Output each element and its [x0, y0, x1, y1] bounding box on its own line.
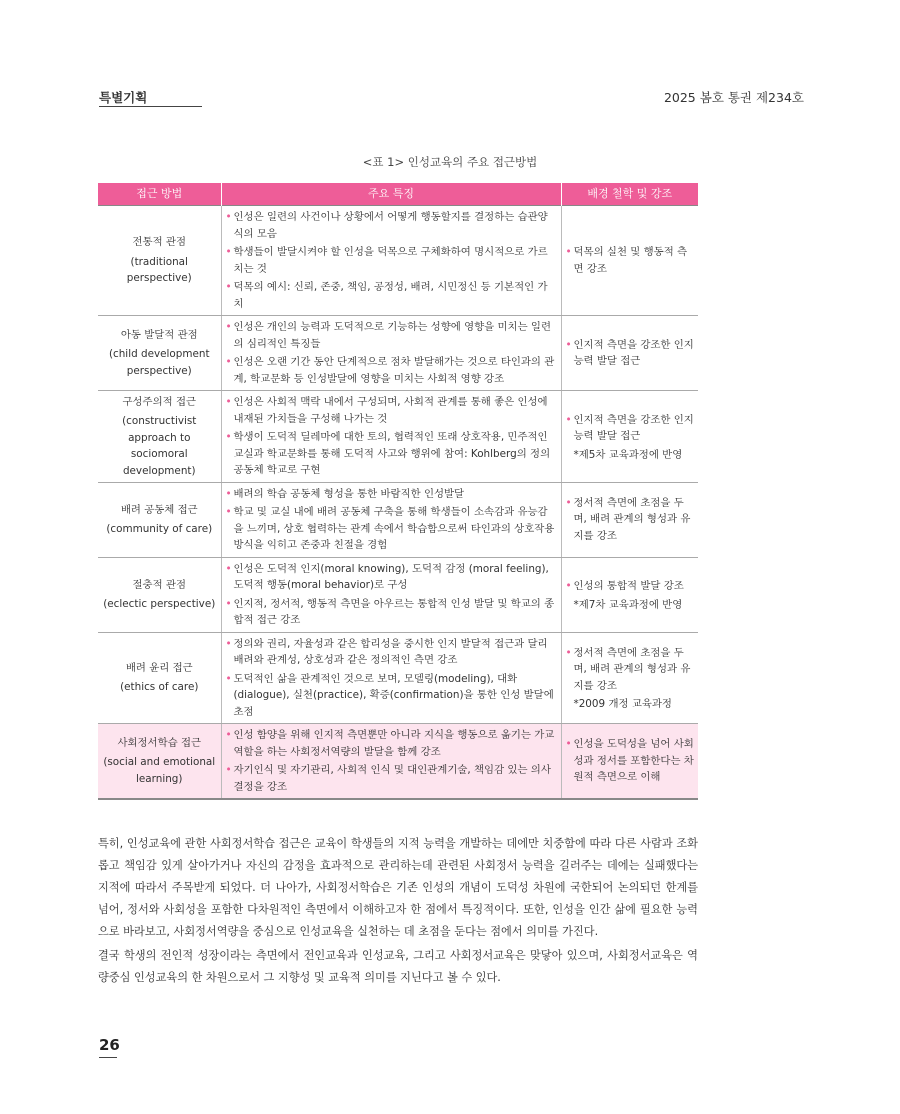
approach-cell: [98, 391, 221, 483]
approach-name: 구성주의적 접근: [122, 395, 197, 408]
emphasis-list: [566, 412, 695, 445]
feature-item: • 자기인식 및 자기관리, 사회적 인식 및 대인관계기술, 책임감 있는 의사결정을 강조: [226, 762, 557, 795]
emphasis-item: • 덕목의 실천 및 행동적 측면 강조: [566, 244, 695, 277]
feature-item: • 정의와 권리, 자율성과 같은 합리성을 중시한 인지 발달적 접근과 달리 배려와 관계성, 상호성과 같은 정의적인 측면 강조: [226, 636, 557, 669]
emphasis-cell: [561, 482, 698, 557]
approach-name: 절충적 관점: [132, 578, 186, 591]
section-underline: [99, 106, 202, 107]
emphasis-item: • 인성의 통합적 발달 강조: [566, 578, 695, 595]
features-cell: [221, 206, 561, 316]
page-number: 26: [99, 1036, 120, 1054]
emphasis-list: [566, 337, 695, 370]
features-cell: [221, 724, 561, 800]
features-list: [226, 394, 557, 479]
approach-name: 전통적 관점: [132, 236, 186, 249]
feature-item: • 인지적, 정서적, 행동적 측면을 아우르는 통합적 인성 발달 및 학교의 종합적 접근 강조: [226, 596, 557, 629]
feature-item: • 인성은 개인의 능력과 도덕적으로 기능하는 성향에 영향을 미치는 일련의 심리적인 특징들: [226, 319, 557, 352]
approach-cell: [98, 206, 221, 316]
table-header-row: [98, 183, 698, 206]
approach-english-name: (social and emotional learning): [103, 756, 216, 785]
table-row: [98, 557, 698, 632]
feature-item: • 인성은 사회적 맥락 내에서 구성되며, 사회적 관계를 통해 좋은 인성에 내재된 가치들을 구성해 나가는 것: [226, 394, 557, 427]
body-paragraph-1: 특히, 인성교육에 관한 사회정서학습 접근은 교육이 학생들의 지적 능력을 개발하는 데에만 치중함에 따라 다른 사람과 조화롭고 책임감 있게 살아가거나 자신의 감정을 효과적으로 관리하는데 관련된 사회정서 능력을 길러주는 데에는 실패했다는 지적에 따라서 주목받게 되었다. 더 나아가, 사회정서학습은 기존 인성의 개념이 도덕성 차원에 국한되어 논의되던 한계를 넘어, 정서와 사회성을 포함한 다차원적인 측면에서 이해하고자 한 점에서 특징적이다. 또한, 인성을 인간 삶에 필요한 능력으로 바라보고, 사회정서역량을 중심으로 인성교육을 실천하는 데 초점을 둔다는 점에서 의미를 가진다.: [98, 837, 698, 938]
col-header-features: 주요 특징: [221, 183, 561, 206]
approach-cell: [98, 316, 221, 391]
features-cell: [221, 391, 561, 483]
approach-name: 배려 공동체 접근: [120, 503, 198, 516]
approach-english-name: (traditional perspective): [126, 255, 192, 285]
feature-item: • 도덕적인 삶을 관계적인 것으로 보며, 모델링(modeling), 대화(dialogue), 실천(practice), 확증(confirmation)을 통한 인성 발달에 초점: [226, 671, 557, 721]
emphasis-item: • 인지적 측면을 강조한 인지능력 발달 접근: [566, 337, 695, 370]
features-list: [226, 636, 557, 721]
features-cell: [221, 482, 561, 557]
table-row: [98, 632, 698, 724]
features-list: [226, 561, 557, 629]
section-label: 특별기획: [99, 90, 148, 105]
page-number-underline: [99, 1057, 117, 1058]
emphasis-cell: [561, 391, 698, 483]
features-list: [226, 319, 557, 387]
emphasis-list: [566, 578, 695, 595]
approach-english-name: (constructivist approach to sociomoral development): [122, 415, 197, 477]
feature-item: • 학교 및 교실 내에 배려 공동체 구축을 통해 학생들이 소속감과 유능감을 느끼며, 상호 협력하는 관계 속에서 학습함으로써 타인과의 상호작용 방식을 익히고 존중과 친절을 경험: [226, 504, 557, 554]
table-row: [98, 482, 698, 557]
col-header-emphasis: 배경 철학 및 강조: [561, 183, 698, 206]
emphasis-cell: [561, 206, 698, 316]
approach-english-name: (community of care): [106, 523, 213, 535]
approach-english-name: (ethics of care): [120, 681, 199, 694]
approach-english-name: (child development perspective): [108, 348, 210, 377]
feature-item: • 인성은 도덕적 인지(moral knowing), 도덕적 감정 (moral feeling), 도덕적 행동(moral behavior)로 구성: [226, 561, 557, 594]
emphasis-item: • 인성을 도덕성을 넘어 사회성과 정서를 포함한다는 차원적 측면으로 이해: [566, 736, 695, 786]
approach-cell: [98, 724, 221, 800]
emphasis-cell: [561, 316, 698, 391]
feature-item: • 덕목의 예시: 신뢰, 존중, 책임, 공정성, 배려, 시민정신 등 기본적인 가치: [226, 279, 557, 312]
features-list: [226, 727, 557, 795]
emphasis-cell: [561, 632, 698, 724]
emphasis-list: [566, 244, 695, 277]
features-cell: [221, 632, 561, 724]
emphasis-list: [566, 645, 695, 695]
curriculum-note: *2009 개정 교육과정: [573, 698, 672, 711]
approach-cell: [98, 557, 221, 632]
table-row: [98, 724, 698, 800]
table-caption: <표 1> 인성교육의 주요 접근방법: [362, 155, 538, 169]
table-row: [98, 316, 698, 391]
emphasis-list: [566, 736, 695, 786]
approach-name: 사회정서학습 접근: [117, 736, 202, 749]
features-cell: [221, 316, 561, 391]
emphasis-cell: [561, 724, 698, 800]
feature-item: • 인성 함양을 위해 인지적 측면뿐만 아니라 지식을 행동으로 옮기는 가교역할을 하는 사회정서역량의 발달을 함께 강조: [226, 727, 557, 760]
emphasis-cell: [561, 557, 698, 632]
approaches-table: [98, 183, 698, 800]
feature-item: • 학생이 도덕적 딜레마에 대한 토의, 협력적인 또래 상호작용, 민주적인 교실과 학교문화를 통해 도덕적 사고와 행위에 참여: Kohlberg의 정의 공동체 학교로 구현: [226, 429, 557, 479]
feature-item: • 배려의 학습 공동체 형성을 통한 바람직한 인성발달: [226, 486, 557, 503]
feature-item: • 학생들이 발달시켜야 할 인성을 덕목으로 구체화하여 명시적으로 가르치는 것: [226, 244, 557, 277]
emphasis-item: • 정서적 측면에 초점을 두며, 배려 관계의 형성과 유지를 강조: [566, 645, 695, 695]
curriculum-note: *제5차 교육과정에 반영: [573, 448, 683, 461]
approach-name: 아동 발달적 관점: [120, 328, 198, 341]
curriculum-note: *제7차 교육과정에 반영: [573, 598, 683, 611]
emphasis-item: • 정서적 측면에 초점을 두며, 배려 관계의 형성과 유지를 강조: [566, 495, 695, 545]
approach-english-name: (eclectic perspective): [103, 598, 216, 610]
body-paragraph-2: 결국 학생의 전인적 성장이라는 측면에서 전인교육과 인성교육, 그리고 사회정서교육은 맞닿아 있으며, 사회정서교육은 역량중심 인성교육의 한 차원으로서 그 지향성 및 교육적 의미를 지닌다고 볼 수 있다.: [98, 949, 698, 984]
features-list: [226, 486, 557, 554]
feature-item: • 인성은 오랜 기간 동안 단계적으로 점차 발달해가는 것으로 타인과의 관계, 학교문화 등 인성발달에 영향을 미치는 사회적 영향 강조: [226, 354, 557, 387]
table-row: [98, 391, 698, 483]
approach-cell: [98, 482, 221, 557]
approach-cell: [98, 632, 221, 724]
col-header-approach: 접근 방법: [98, 183, 221, 206]
approach-name: 배려 윤리 접근: [125, 661, 193, 674]
features-list: [226, 209, 557, 312]
issue-label: 2025 봄호 통권 제234호: [663, 90, 804, 105]
features-cell: [221, 557, 561, 632]
emphasis-list: [566, 495, 695, 545]
table-row: [98, 206, 698, 316]
feature-item: • 인성은 일련의 사건이나 상황에서 어떻게 행동할지를 결정하는 습관양식의 모음: [226, 209, 557, 242]
emphasis-item: • 인지적 측면을 강조한 인지능력 발달 접근: [566, 412, 695, 445]
